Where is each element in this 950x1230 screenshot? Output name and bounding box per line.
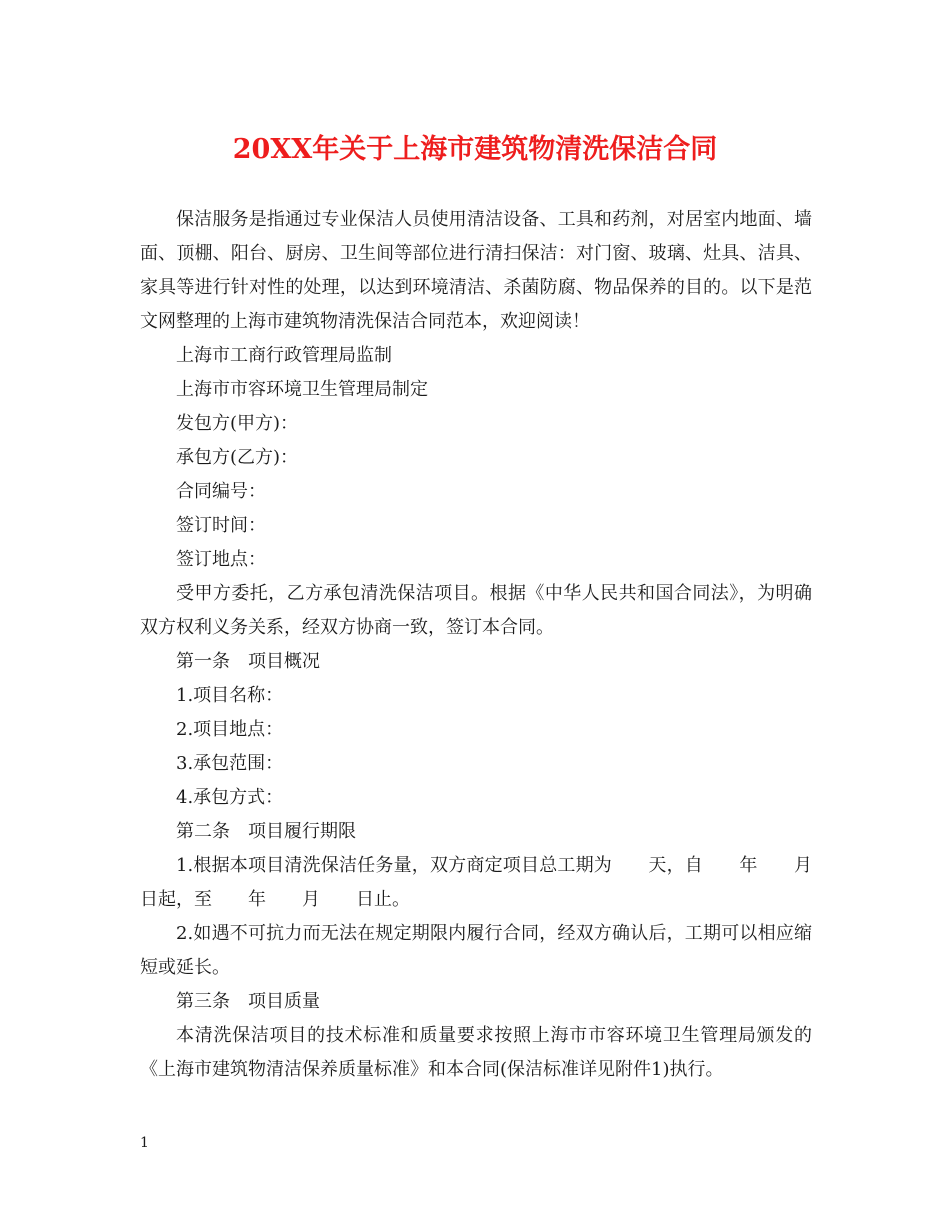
article-3-heading: 第三条 项目质量 [176,991,320,1012]
document-title: 20XX年关于上海市建筑物清洗保洁合同 [232,134,718,165]
field-contract-number: 合同编号： [176,481,266,502]
article-1-item-4: 4.承包方式： [176,787,284,808]
paragraph-maker: 上海市市容环境卫生管理局制定 [176,379,428,400]
article-1-item-2: 2.项目地点： [176,719,284,740]
document-body [140,203,848,1087]
article-1-item-3: 3.承包范围： [176,753,284,774]
field-party-b: 承包方(乙方)： [176,447,299,468]
field-sign-place: 签订地点： [176,549,266,570]
field-sign-date: 签订时间： [176,515,266,536]
page-number: 1 [140,1135,149,1151]
paragraph-intro: 保洁服务是指通过专业保洁人员使用清洁设备、工具和药剂，对居室内地面、墙面、顶棚、阳台、厨房、卫生间等部位进行清扫保洁：对门窗、玻璃、灶具、洁具、家具等进行针对性的处理，以达到环境清洁、杀菌防腐、物品保养的目的。以下是范文网整理的上海市建筑物清洗保洁合同范本，欢迎阅读！ [140,209,812,332]
article-1-heading: 第一条 项目概况 [176,651,320,672]
article-2-heading: 第二条 项目履行期限 [176,821,356,842]
paragraph-preamble: 受甲方委托，乙方承包清洗保洁项目。根据《中华人民共和国合同法》，为明确双方权利义务关系，经双方协商一致，签订本合同。 [140,583,812,638]
field-party-a: 发包方(甲方)： [176,413,299,434]
article-1-item-1: 1.项目名称： [176,685,284,706]
paragraph-supervisor: 上海市工商行政管理局监制 [176,345,392,366]
article-2-item-1: 1.根据本项目清洗保洁任务量，双方商定项目总工期为 天，自 年 月 日起，至 年 月 日止。 [140,855,848,910]
article-2-item-2: 2.如遇不可抗力而无法在规定期限内履行合同，经双方确认后，工期可以相应缩短或延长。 [140,923,812,978]
article-3-body: 本清洗保洁项目的技术标准和质量要求按照上海市市容环境卫生管理局颁发的《上海市建筑物清洁保养质量标准》和本合同(保洁标准详见附件1)执行。 [140,1025,812,1080]
